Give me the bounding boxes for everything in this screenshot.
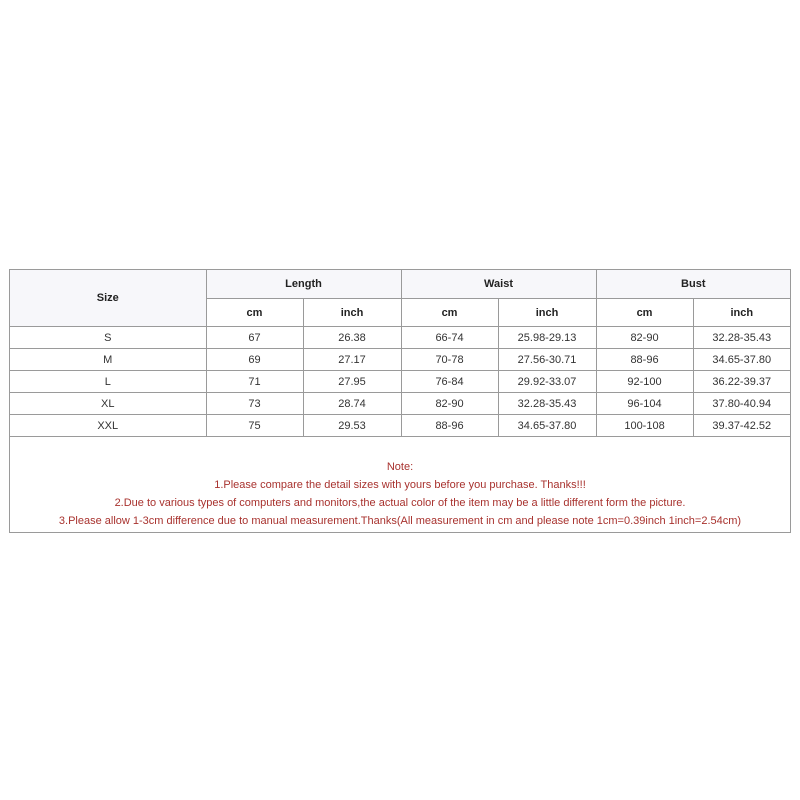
bust-group-header: Bust [596,270,790,299]
length-cm-cell: 75 [206,415,303,437]
size-column-header: Size [10,270,206,327]
size-table [10,270,790,437]
length-group-header: Length [206,270,401,299]
length-cm-header: cm [206,299,303,327]
size-cell: L [10,371,206,393]
waist-inch-header: inch [498,299,596,327]
bust-inch-cell: 37.80-40.94 [693,393,790,415]
bust-cm-cell: 96-104 [596,393,693,415]
bust-cm-cell: 100-108 [596,415,693,437]
waist-inch-cell: 29.92-33.07 [498,371,596,393]
bust-inch-cell: 32.28-35.43 [693,327,790,349]
waist-cm-cell: 76-84 [401,371,498,393]
size-cell: XXL [10,415,206,437]
note-title: Note: [386,461,414,473]
length-inch-header: inch [303,299,401,327]
waist-inch-cell: 25.98-29.13 [498,327,596,349]
bust-inch-cell: 39.37-42.52 [693,415,790,437]
bust-cm-header: cm [596,299,693,327]
bust-inch-cell: 34.65-37.80 [693,349,790,371]
waist-cm-cell: 70-78 [401,349,498,371]
size-cell: XL [10,393,206,415]
size-cell: M [10,349,206,371]
note-line: 1.Please compare the detail sizes with yours before you purchase. Thanks!!! [214,479,586,491]
bust-cm-cell: 92-100 [596,371,693,393]
length-cm-cell: 69 [206,349,303,371]
length-cm-cell: 73 [206,393,303,415]
waist-cm-cell: 88-96 [401,415,498,437]
waist-cm-header: cm [401,299,498,327]
length-inch-cell: 27.17 [303,349,401,371]
waist-inch-cell: 27.56-30.71 [498,349,596,371]
note-block [10,437,790,532]
length-inch-cell: 27.95 [303,371,401,393]
length-inch-cell: 28.74 [303,393,401,415]
bust-cm-cell: 88-96 [596,349,693,371]
bust-cm-cell: 82-90 [596,327,693,349]
waist-inch-cell: 34.65-37.80 [498,415,596,437]
size-chart [9,269,791,533]
length-cm-cell: 71 [206,371,303,393]
waist-cm-cell: 66-74 [401,327,498,349]
table-row [10,415,790,437]
length-inch-cell: 26.38 [303,327,401,349]
table-row [10,349,790,371]
note-line: 3.Please allow 1-3cm difference due to manual measurement.Thanks(All measurement in cm and please note 1cm=0.39inch 1inch=2.54cm) [58,515,742,527]
size-cell: S [10,327,206,349]
waist-cm-cell: 82-90 [401,393,498,415]
note-line: 2.Due to various types of computers and monitors,the actual color of the item may be a little different form the picture. [114,497,686,509]
table-row [10,393,790,415]
bust-inch-header: inch [693,299,790,327]
table-row [10,327,790,349]
group-header-row [10,270,790,299]
table-row [10,371,790,393]
bust-inch-cell: 36.22-39.37 [693,371,790,393]
waist-inch-cell: 32.28-35.43 [498,393,596,415]
length-cm-cell: 67 [206,327,303,349]
waist-group-header: Waist [401,270,596,299]
length-inch-cell: 29.53 [303,415,401,437]
